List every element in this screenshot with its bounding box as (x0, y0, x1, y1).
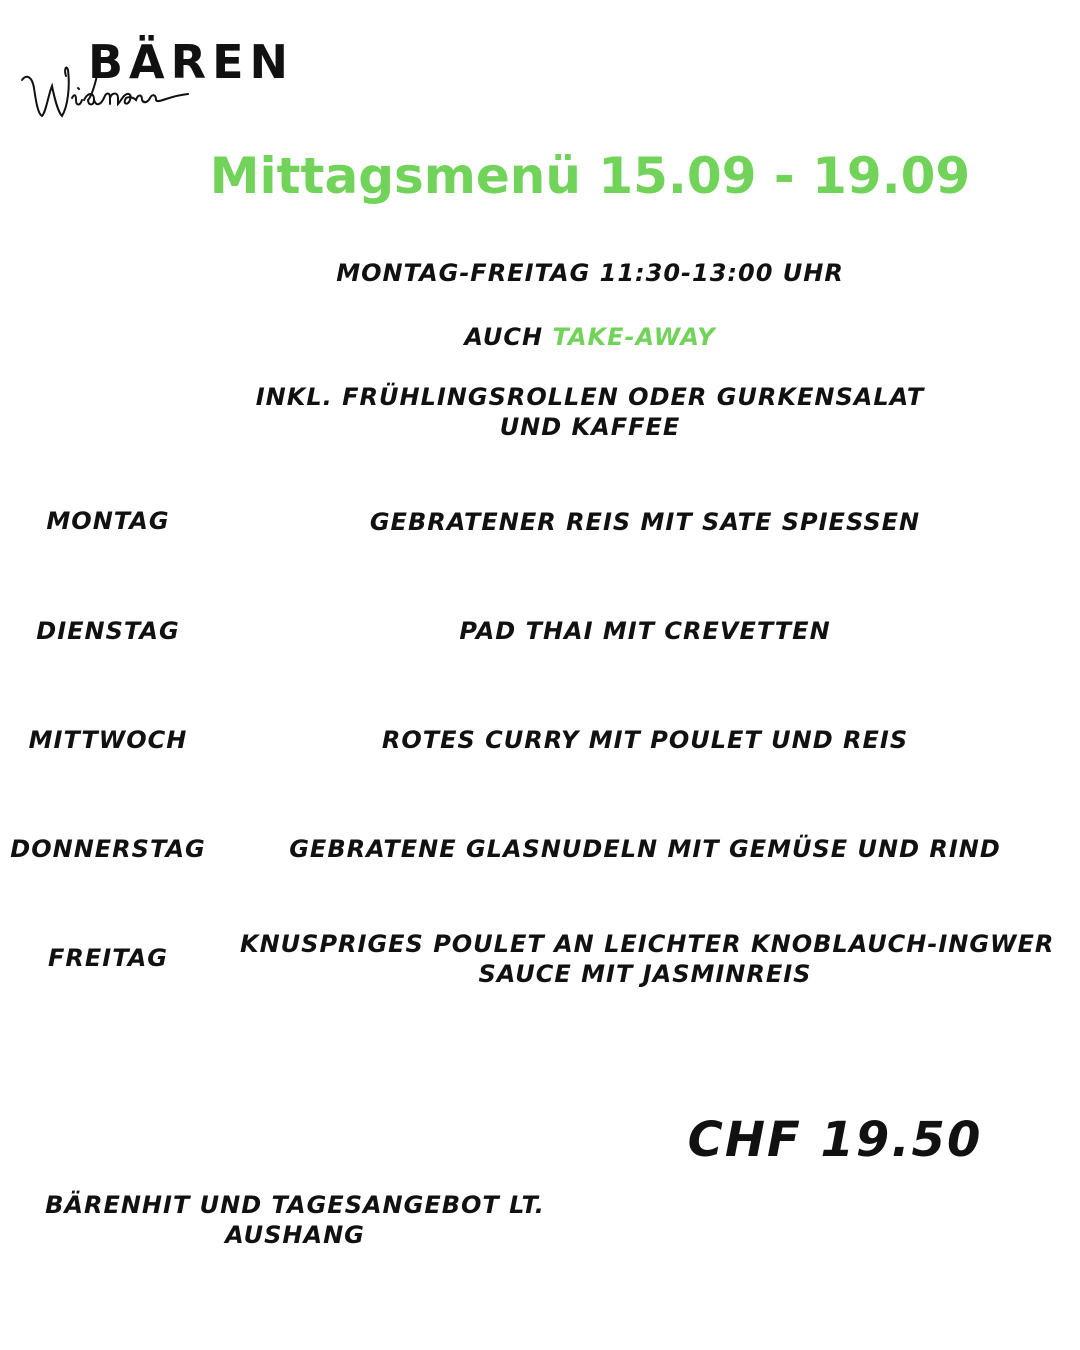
footer-line-1: BÄRENHIT UND TAGESANGEBOT LT. (45, 1191, 545, 1219)
day-label: DIENSTAG (36, 617, 180, 645)
included-line-1: INKL. FRÜHLINGSROLLEN ODER GURKENSALAT (255, 383, 925, 411)
logo-script-signature (18, 36, 218, 126)
day-label: DONNERSTAG (10, 835, 206, 863)
logo-brand-text: BÄREN (88, 35, 295, 89)
included-items (0, 382, 1080, 442)
menu-title: Mittagsmenü 15.09 - 19.09 (209, 147, 971, 205)
included-line-2: UND KAFFEE (499, 413, 681, 441)
day-label: MONTAG (46, 507, 170, 535)
menu-price: CHF 19.50 (687, 1112, 983, 1168)
footer-note (40, 1190, 550, 1250)
dish-text: ROTES CURRY MIT POULET UND REIS (381, 726, 909, 754)
dish-text: PAD THAI MIT CREVETTEN (459, 617, 831, 645)
takeaway-line (0, 322, 1080, 352)
dish-text: GEBRATENER REIS MIT SATE SPIESSEN (369, 508, 921, 536)
restaurant-logo (18, 36, 298, 126)
footer-line-2: AUSHANG (225, 1221, 365, 1249)
dish-text (240, 929, 1055, 989)
takeaway-prefix: AUCH (464, 323, 553, 351)
day-label: FREITAG (48, 944, 168, 972)
dish-line-1: KNUSPRIGES POULET AN LEICHTER KNOBLAUCH-INGWER (240, 930, 1055, 958)
takeaway-highlight: TAKE-AWAY (552, 323, 716, 351)
day-label: MITTWOCH (28, 726, 188, 754)
dish-text: GEBRATENE GLASNUDELN MIT GEMÜSE UND RIND (289, 835, 1001, 863)
opening-hours: MONTAG-FREITAG 11:30-13:00 UHR (336, 259, 844, 287)
dish-line-2: SAUCE MIT JASMINREIS (478, 960, 812, 988)
